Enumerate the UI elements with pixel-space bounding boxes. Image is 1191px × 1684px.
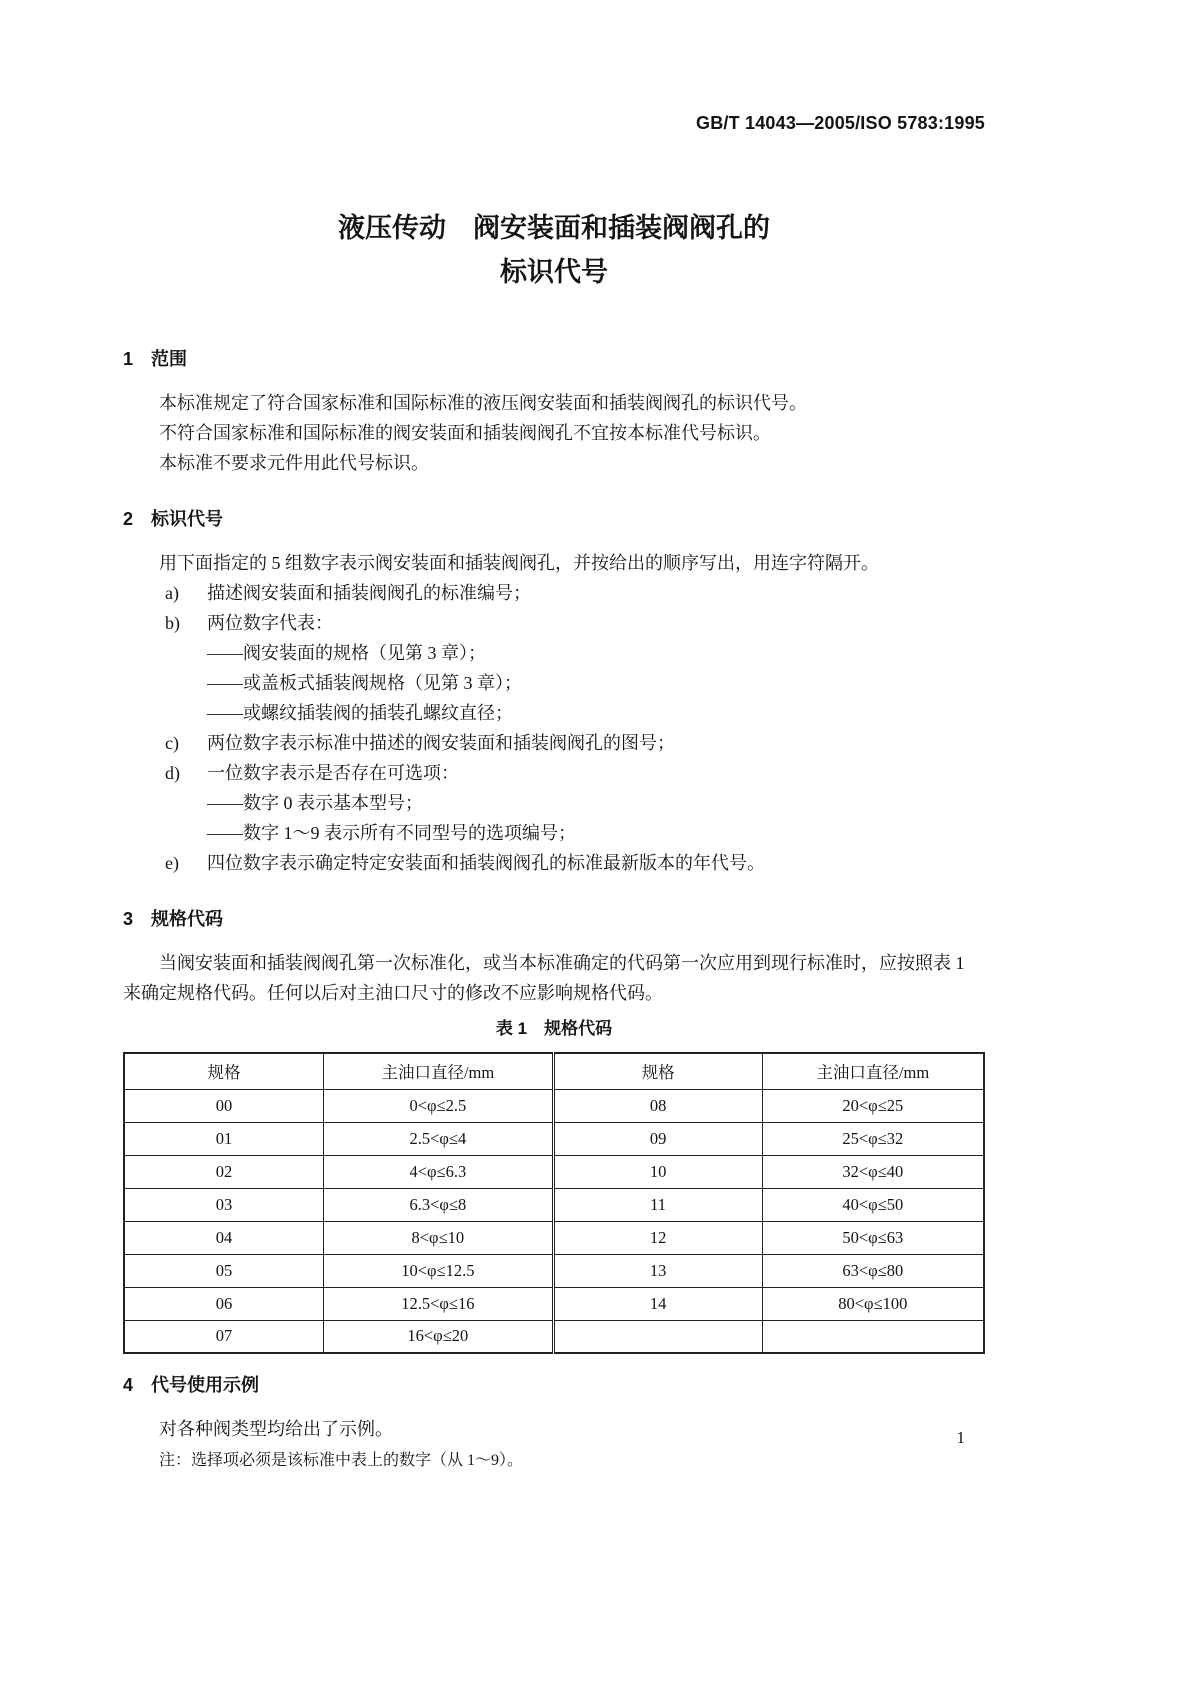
section-scope <box>123 344 985 478</box>
list-label-b: b) <box>165 613 180 633</box>
usage-note: 注：选择项必须是该标准中表上的数字（从 1～9）。 <box>159 1452 524 1469</box>
cell-size: 07 <box>124 1320 324 1353</box>
section-2-title: 标识代号 <box>151 509 223 529</box>
cell-diameter: 40<φ≤50 <box>762 1188 984 1221</box>
list-item-b <box>123 608 985 638</box>
cell-size: 11 <box>553 1188 762 1221</box>
section-3-heading <box>123 904 985 934</box>
sub-item-d-1: ——数字 0 表示基本型号； <box>207 793 423 813</box>
section-1-heading <box>123 344 985 374</box>
spec-code-table <box>123 1052 985 1354</box>
list-text-e: 四位数字表示确定特定安装面和插装阀阀孔的标准最新版本的年代号。 <box>207 853 765 873</box>
cell-size <box>553 1320 762 1353</box>
table-row <box>124 1221 984 1254</box>
table-header-diameter-left: 主油口直径/mm <box>324 1053 554 1089</box>
cell-diameter: 20<φ≤25 <box>762 1089 984 1122</box>
sub-item-b-2: ——或盖板式插装阀规格（见第 3 章）； <box>207 673 522 693</box>
usage-paragraph: 对各种阀类型均给出了示例。 <box>159 1419 393 1439</box>
scope-paragraph-3: 本标准不要求元件用此代号标识。 <box>159 453 429 473</box>
cell-diameter: 10<φ≤12.5 <box>324 1254 554 1287</box>
section-identification-code <box>123 504 985 878</box>
cell-size: 02 <box>124 1155 324 1188</box>
cell-diameter: 50<φ≤63 <box>762 1221 984 1254</box>
cell-diameter: 63<φ≤80 <box>762 1254 984 1287</box>
sub-item-b-1: ——阀安装面的规格（见第 3 章）； <box>207 643 486 663</box>
document-title <box>123 206 985 294</box>
table-header-row <box>124 1053 984 1089</box>
scope-paragraph-1: 本标准规定了符合国家标准和国际标准的液压阀安装面和插装阀阀孔的标识代号。 <box>159 393 807 413</box>
list-label-a: a) <box>165 583 179 603</box>
standard-doc-number: GB/T 14043—2005/ISO 5783:1995 <box>696 113 985 133</box>
list-text-c: 两位数字表示标准中描述的阀安装面和插装阀阀孔的图号； <box>207 733 675 753</box>
table-row <box>124 1089 984 1122</box>
table-header-size-right: 规格 <box>553 1053 762 1089</box>
section-2-number: 2 <box>123 509 134 529</box>
section-4-title: 代号使用示例 <box>151 1375 259 1395</box>
cell-diameter: 25<φ≤32 <box>762 1122 984 1155</box>
list-text-d: 一位数字表示是否存在可选项： <box>207 763 459 783</box>
document-title-line-1: 液压传动 阀安装面和插装阀阀孔的 <box>338 213 770 243</box>
section-4-number: 4 <box>123 1375 134 1395</box>
document-title-line-2: 标识代号 <box>500 257 608 287</box>
section-1-title: 范围 <box>151 349 187 369</box>
cell-diameter: 2.5<φ≤4 <box>324 1122 554 1155</box>
table-header-diameter-right: 主油口直径/mm <box>762 1053 984 1089</box>
list-item-e <box>123 848 985 878</box>
cell-diameter: 12.5<φ≤16 <box>324 1287 554 1320</box>
table-row <box>124 1320 984 1353</box>
cell-size: 03 <box>124 1188 324 1221</box>
cell-diameter: 8<φ≤10 <box>324 1221 554 1254</box>
list-text-b: 两位数字代表： <box>207 613 333 633</box>
table-row <box>124 1254 984 1287</box>
cell-diameter: 4<φ≤6.3 <box>324 1155 554 1188</box>
list-text-a: 描述阀安装面和插装阀阀孔的标准编号； <box>207 583 531 603</box>
scope-paragraph-2: 不符合国家标准和国际标准的阀安装面和插装阀阀孔不宜按本标准代号标识。 <box>159 423 771 443</box>
cell-size: 12 <box>553 1221 762 1254</box>
cell-size: 09 <box>553 1122 762 1155</box>
section-3-number: 3 <box>123 909 134 929</box>
list-label-c: c) <box>165 733 179 753</box>
cell-size: 04 <box>124 1221 324 1254</box>
identification-intro: 用下面指定的 5 组数字表示阀安装面和插装阀阀孔，并按给出的顺序写出，用连字符隔开。 <box>159 553 879 573</box>
cell-size: 01 <box>124 1122 324 1155</box>
table-caption: 表 1 规格代码 <box>495 1019 613 1038</box>
cell-size: 05 <box>124 1254 324 1287</box>
section-3-title: 规格代码 <box>151 909 223 929</box>
cell-diameter: 0<φ≤2.5 <box>324 1089 554 1122</box>
cell-size: 06 <box>124 1287 324 1320</box>
cell-diameter: 32<φ≤40 <box>762 1155 984 1188</box>
cell-size: 00 <box>124 1089 324 1122</box>
section-size-code <box>123 904 985 1354</box>
table-row <box>124 1188 984 1221</box>
table-row <box>124 1287 984 1320</box>
table-header-size-left: 规格 <box>124 1053 324 1089</box>
sub-item-b-3: ——或螺纹插装阀的插装孔螺纹直径； <box>207 703 513 723</box>
cell-diameter: 6.3<φ≤8 <box>324 1188 554 1221</box>
section-usage-examples <box>123 1370 985 1476</box>
cell-size: 10 <box>553 1155 762 1188</box>
table-row <box>124 1122 984 1155</box>
section-1-number: 1 <box>123 349 134 369</box>
table-row <box>124 1155 984 1188</box>
cell-size: 08 <box>553 1089 762 1122</box>
sub-item-d-2: ——数字 1～9 表示所有不同型号的选项编号； <box>207 823 576 843</box>
cell-diameter: 80<φ≤100 <box>762 1287 984 1320</box>
list-label-d: d) <box>165 763 180 783</box>
page-number: 1 <box>956 1428 965 1447</box>
cell-diameter: 16<φ≤20 <box>324 1320 554 1353</box>
list-item-a <box>123 578 985 608</box>
list-item-c <box>123 728 985 758</box>
list-item-d <box>123 758 985 788</box>
size-code-paragraph: 当阀安装面和插装阀阀孔第一次标准化，或当本标准确定的代码第一次应用到现行标准时，应按照表 1 来确定规格代码。任何以后对主油口尺寸的修改不应影响规格代码。 <box>123 953 965 1003</box>
section-2-heading <box>123 504 985 534</box>
cell-diameter <box>762 1320 984 1353</box>
list-label-e: e) <box>165 853 179 873</box>
cell-size: 13 <box>553 1254 762 1287</box>
cell-size: 14 <box>553 1287 762 1320</box>
section-4-heading <box>123 1370 985 1400</box>
